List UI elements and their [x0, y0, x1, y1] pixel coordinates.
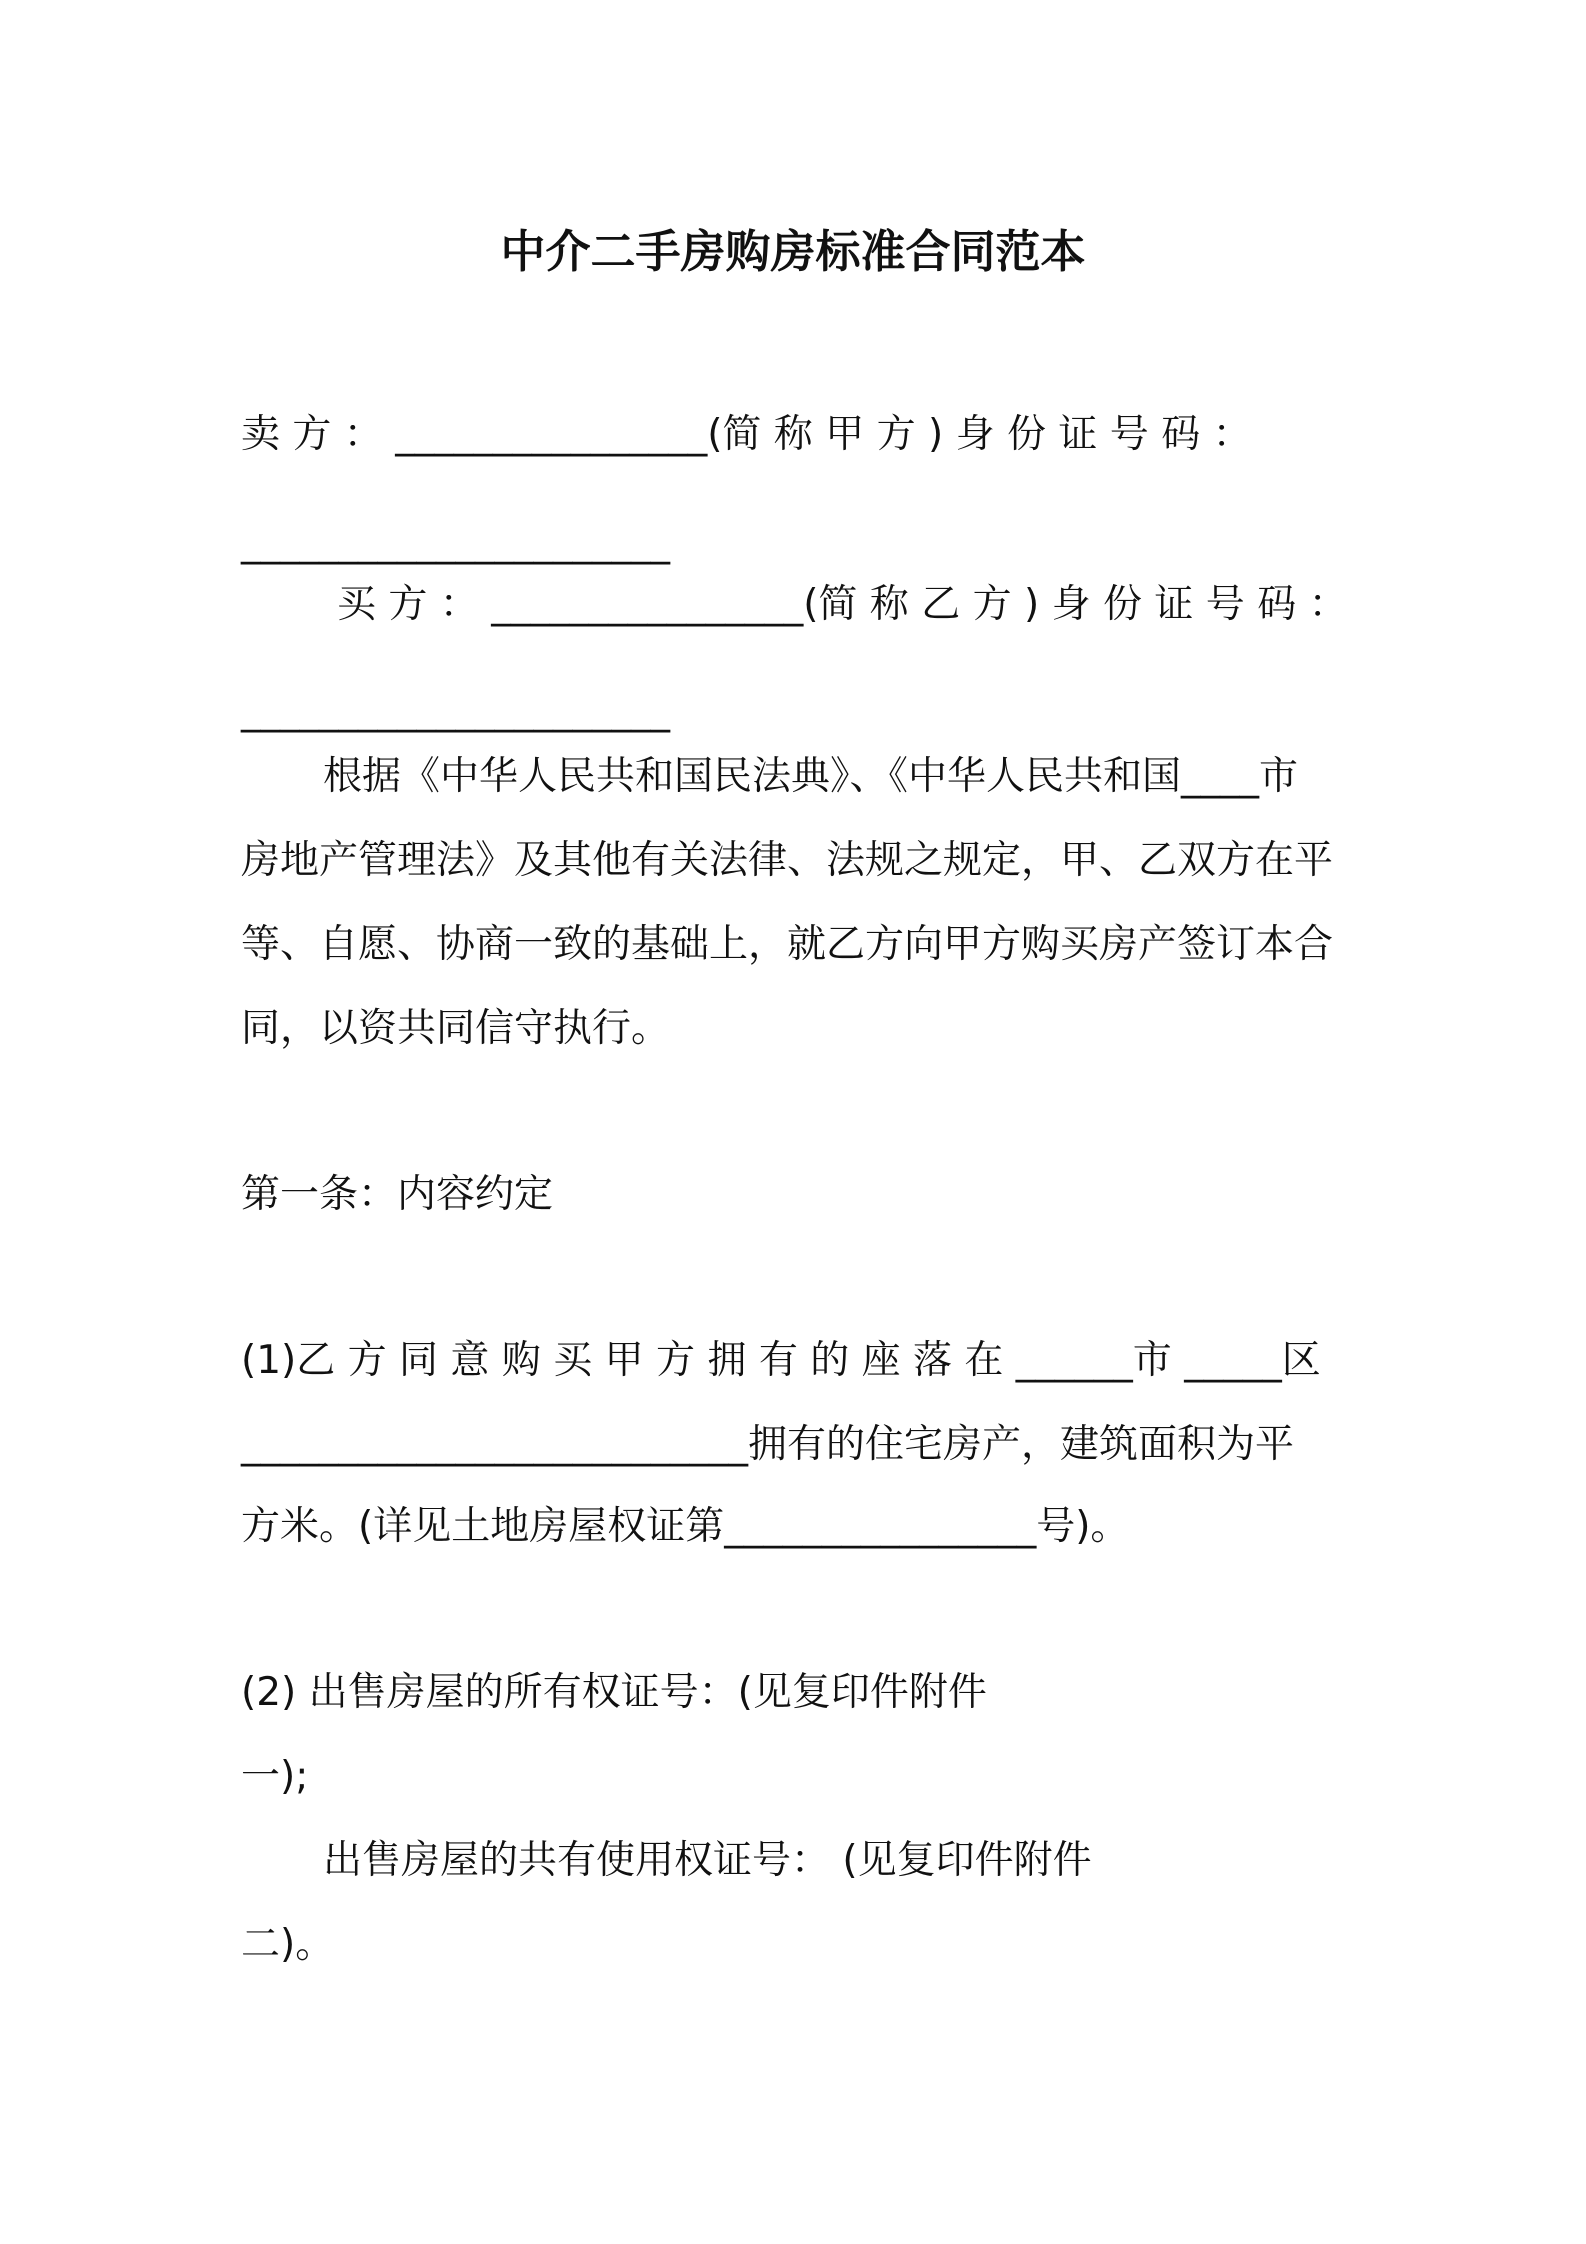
- clause2-line: (2) 出售房屋的所有权证号：(见复印件附件: [241, 1670, 987, 1715]
- seller-line: 卖 方 ： ________________(简 称 甲 方 ) 身 份 证 号 码 ：: [241, 412, 1252, 457]
- seller-id-blank: ______________________: [241, 520, 670, 565]
- document-title: 中介二手房购房标准合同范本: [500, 225, 1086, 278]
- clause2-line: 二)。: [241, 1922, 335, 1967]
- preamble-line: 根据《中华人民共和国民法典》、《中华人民共和国____市: [323, 754, 1299, 799]
- clause2-line: 一);: [241, 1754, 309, 1799]
- buyer-id-blank: ______________________: [241, 688, 670, 733]
- preamble-line: 房地产管理法》及其他有关法律、法规之规定，甲、乙双方在平: [241, 838, 1334, 883]
- clause2-line: 出售房屋的共有使用权证号： (见复印件附件: [323, 1838, 1092, 1883]
- preamble-line: 等、自愿、协商一致的基础上，就乙方向甲方购买房产签订本合: [241, 922, 1334, 967]
- clause1-line: 方米。(详见土地房屋权证第________________号)。: [241, 1504, 1130, 1549]
- clause1-line: (1)乙 方 同 意 购 买 甲 方 拥 有 的 座 落 在 ______市 _____区: [241, 1338, 1321, 1383]
- preamble-line: 同，以资共同信守执行。: [241, 1006, 671, 1051]
- article1-heading: 第一条：内容约定: [241, 1172, 554, 1217]
- clause1-line: __________________________拥有的住宅房产，建筑面积为平: [241, 1422, 1295, 1467]
- buyer-line: 买 方 ： ________________(简 称 乙 方 ) 身 份 证 号 码 ：: [337, 582, 1348, 627]
